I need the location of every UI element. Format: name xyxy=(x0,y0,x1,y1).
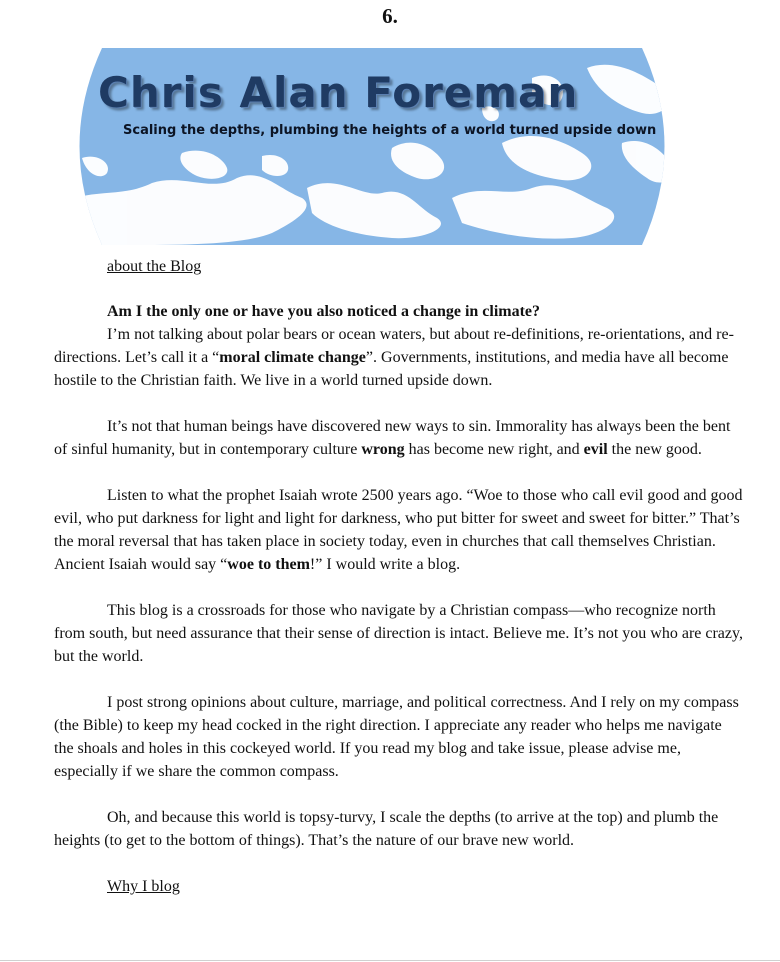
blog-subtitle: Scaling the depths, plumbing the heights of a world turned upside down xyxy=(123,123,657,138)
paragraph-5: I post strong opinions about culture, marriage, and political correctness. And I rely on my compass (the Bible) to keep my head cocked in the right direction. I appreciate any reader who helps me navigate the shoals and holes in this cockeyed world. If you read my blog and take issue, please advise me, especially if we share the common compass. xyxy=(54,694,739,780)
page-content xyxy=(54,255,744,898)
blog-title: Chris Alan Foreman xyxy=(98,68,579,117)
why-i-blog-link[interactable]: Why I blog xyxy=(107,878,180,895)
blog-banner xyxy=(62,48,682,245)
paragraph-1: I’m not talking about polar bears or ocean waters, but about re-definitions, re-orientations, and re-directions. Let’s call it a “moral climate change”. Governments, institutions, and media have all become hostile to the Christian faith. We live in a world turned upside down. xyxy=(54,326,734,389)
paragraph-6: Oh, and because this world is topsy-turvy, I scale the depths (to arrive at the top) and plumb the heights (to get to the bottom of things). That’s the nature of our brave new world. xyxy=(54,809,719,849)
post-heading: Am I the only one or have you also noticed a change in climate? xyxy=(107,303,541,320)
page-bottom-divider xyxy=(0,960,780,961)
page-number: 6. xyxy=(382,4,398,28)
about-blog-link[interactable]: about the Blog xyxy=(107,258,202,275)
paragraph-2: It’s not that human beings have discovered new ways to sin. Immorality has always been the bent of sinful humanity, but in contemporary culture wrong has become new right, and evil the new good. xyxy=(54,418,731,458)
paragraph-4: This blog is a crossroads for those who navigate by a Christian compass—who recognize north from south, but need assurance that their sense of direction is intact. Believe me. It’s not you who are crazy, but the world. xyxy=(54,602,743,665)
paragraph-3: Listen to what the prophet Isaiah wrote 2500 years ago. “Woe to those who call evil good and good evil, who put darkness for light and light for darkness, who put bitter for sweet and sweet for bitter.” That’s the moral reversal that has taken place in society today, even in churches that call themselves Christian. Ancient Isaiah would say “woe to them!” I would write a blog. xyxy=(54,487,743,573)
